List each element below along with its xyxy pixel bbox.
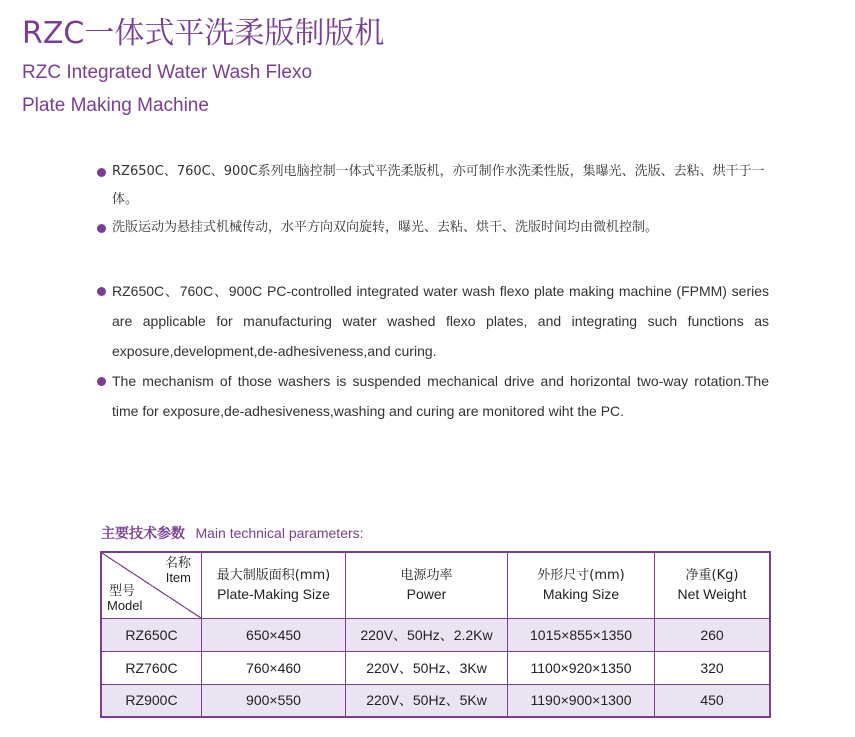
corner-item-english: Item [165,570,191,585]
feature-item [97,276,769,366]
table-header-row [101,552,770,618]
params-heading [101,522,364,545]
corner-item-chinese: 名称 [164,556,191,571]
bullet-dot-icon [97,168,106,177]
cell-making-size: 1190×900×1300 [508,684,655,717]
feature-item [97,366,769,426]
column-header-making-size [508,552,655,618]
bullet-dot-icon [97,377,106,386]
table-row [101,618,770,651]
cell-power: 220V、50Hz、5Kw [346,684,508,717]
table-row [101,684,770,717]
page-title-english-line2: Plate Making Machine [22,95,209,116]
bullet-dot-icon [97,287,106,296]
features-chinese [97,158,769,242]
cell-making-size: 1015×855×1350 [508,618,655,651]
feature-item [97,158,769,214]
table-row [101,651,770,684]
corner-model-english: Model [107,598,143,613]
column-header-power [346,552,508,618]
column-header-chinese: 外形尺寸(mm) [537,568,625,584]
page-title-english [22,56,312,122]
column-header-plate-size [202,552,346,618]
features-english [97,276,769,426]
params-table [100,551,771,718]
feature-text: RZ650C、760C、900C PC-controlled integrated water wash flexo plate making machine (FPMM) series are applicable for manufacturing water washed flexo plates, and integrating such functions as exposure,development,de-adhesiveness,and curing. [112,283,769,359]
cell-power: 220V、50Hz、2.2Kw [346,618,508,651]
bullet-dot-icon [97,224,106,233]
column-header-english: Power [406,586,447,603]
cell-net-weight: 260 [655,618,771,651]
feature-text: The mechanism of those washers is suspended mechanical drive and horizontal two-way rotation.The time for exposure,de-adhesiveness,washing and curing are monitored wiht the PC. [112,373,769,419]
page-title-english-line1: RZC Integrated Water Wash Flexo [22,62,313,83]
corner-model-chinese: 型号 [109,584,136,599]
cell-power: 220V、50Hz、3Kw [346,651,508,684]
feature-text: 洗版运动为悬挂式机械传动，水平方向双向旋转，曝光、去粘、烘干、洗版时间均由微机控制。 [112,220,659,235]
column-header-english: Net Weight [677,586,747,603]
column-header-english: Making Size [542,586,620,603]
cell-plate-size: 650×450 [202,618,346,651]
column-header-chinese: 电源功率 [400,568,453,584]
cell-plate-size: 760×460 [202,651,346,684]
feature-text: RZ650C、760C、900C系列电脑控制一体式平洗柔版机，亦可制作水洗柔性版，集曝光、洗版、去粘、烘干于一体。 [112,164,765,207]
column-header-net-weight [655,552,771,618]
params-heading-chinese: 主要技术参数 [101,526,185,542]
column-header-chinese: 净重(Kg) [685,568,739,584]
cell-model: RZ650C [101,618,202,651]
cell-net-weight: 320 [655,651,771,684]
feature-item [97,214,769,242]
cell-net-weight: 450 [655,684,771,717]
cell-model: RZ760C [101,651,202,684]
corner-header-cell [101,552,202,618]
cell-plate-size: 900×550 [202,684,346,717]
params-heading-english: Main technical parameters: [195,525,364,541]
cell-making-size: 1100×920×1350 [508,651,655,684]
column-header-english: Plate-Making Size [217,586,330,603]
page-title-chinese: RZC一体式平洗柔版制版机 [22,16,385,51]
cell-model: RZ900C [101,684,202,717]
column-header-chinese: 最大制版面积(mm) [216,568,331,584]
